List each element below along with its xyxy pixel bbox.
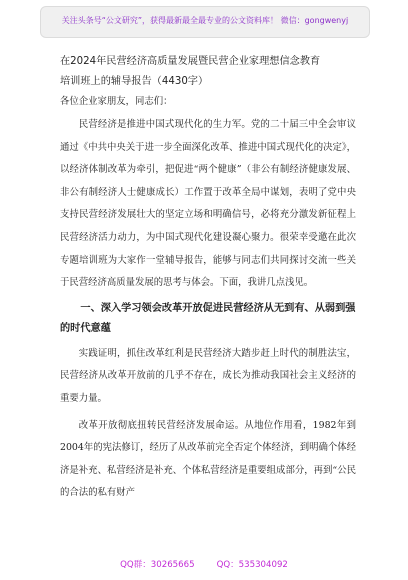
footer-contact [0,558,408,570]
paragraph-section1-1: 实践证明，抓住改革红利是民营经济大踏步赶上时代的制胜法宝，民营经济从改革开放前的几乎不存在，成长为推动我国社会主义经济的重要力量。 [60,347,356,404]
paragraph-section1-2: 改革开放彻底扭转民营经济发展命运。从地位作用看，1982年到2004年的宪法修订，经历了从改革前完全否定个体经济，到明确个体经济是补充、私营经济是补充、个体私营经济是重要组成部分，再到“公民的合法的私有财产 [60,419,356,499]
paragraph-intro: 民营经济是推进中国式现代化的生力军。党的二十届三中全会审议通过《中共中央关于进一步全面深化改革、推进中国式现代化的决定》，以经济体制改革为牵引，把促进“两个健康”（非公有制经济健康发展、非公有制经济人士健康成长）工作置于改革全局中谋划，表明了党中央支持民营经济发展壮大的坚定立场和明确信号，必将充分激发新征程上民营经济活力动力，为中国式现代化建设凝心聚力。很荣幸受邀在此次专题培训班为大家作一堂辅导报告，能够与同志们共同探讨交流一些关于民营经济高质量发展的思考与体会。下面，我讲几点浅见。 [60,119,356,289]
document-title [60,52,356,92]
salutation: 各位企业家朋友，同志们： [60,96,173,107]
footer-qq: QQ：535304092 [216,560,288,570]
document-title-line-2: 培训班上的辅导报告（4430字） [60,76,209,87]
header-banner-text: 关注头条号“公文研究”，获得最新最全最专业的公文资料库！ 微信：gongwenyj [61,16,349,25]
document-body [60,48,356,505]
document-title-line-1: 在2024年民营经济高质量发展暨民营企业家理想信念教育 [60,56,321,67]
footer-qq-group: QQ群：30265665 [120,560,195,570]
header-banner [40,6,370,38]
section-heading-1: 一、深入学习领会改革开放促进民营经济从无到有、从弱到强的时代意蕴 [60,302,356,334]
